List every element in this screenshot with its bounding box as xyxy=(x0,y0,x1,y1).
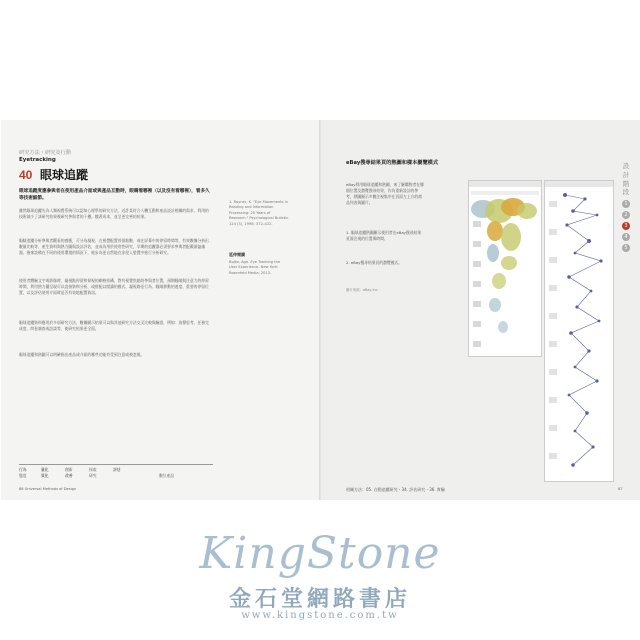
book-spread xyxy=(1,120,640,500)
left-page xyxy=(1,120,321,500)
related-methods: 相關方法：05. 自動追蹤研究・34. 評估研究・36. 實驗 xyxy=(346,487,445,492)
category-improvement: 改善 xyxy=(65,473,73,478)
page-title: 眼球追蹤 xyxy=(40,168,89,182)
category-quantitative: 量化 xyxy=(41,467,49,472)
category-research: 研究 xyxy=(89,473,97,478)
body-paragraph-4: 眼球追蹤資料應用於多項研究方法，數據顯示結果可以與其他研究方法交叉比較與驗證，例如：放聲思考、任務完成度、問卷調查或訪談等，使研究結果更全面。 xyxy=(19,320,209,331)
margin-reference: 1. Rayner, K. "Eye Movements in Reading and Information Processing: 20 Years of Research." Psychological Bulletin 124 (3), 1998: 372–422. xyxy=(229,200,289,226)
phase-step-4: 4 xyxy=(622,233,630,241)
figure-source: 圖片來源：eBay Inc. xyxy=(346,288,379,292)
scanpath-image xyxy=(545,181,613,481)
watermark-brand: KingStone xyxy=(199,528,441,579)
category-evaluation: 評估 xyxy=(113,467,121,472)
figure-heading: eBay搜尋結果頁的熱圖和樣本瀏覽模式 xyxy=(346,160,439,166)
right-page xyxy=(322,120,640,500)
category-innovation: 創新 xyxy=(65,467,73,472)
category-exploration: 探索 xyxy=(89,467,97,472)
category-digital-product: 數位產品 xyxy=(159,473,175,478)
category-attitude: 態度 xyxy=(19,473,27,478)
category-qualitative: 質化 xyxy=(41,473,49,478)
body-paragraph-1: 雖然眼球追蹤先為人類視覺系統可以認知心理學的研究方法，近許某符合人機互動和產品設計相關的需求，利用的技術減少了該研究結果被研究參與者的干擾。隨著成本，並呈更完善的結果。 xyxy=(19,208,209,219)
figure-point-2: 2. eBay搜尋結果頁的瀏覽模式。 xyxy=(346,260,403,265)
category-behavior: 行為 xyxy=(19,467,27,472)
kicker: 研究方法・研究及行動 xyxy=(19,150,71,156)
side-nav-char-3: 階 xyxy=(622,179,630,188)
phase-step-2: 2 xyxy=(622,211,630,219)
scanpath-screenshot xyxy=(544,180,614,482)
phase-step-5: 5 xyxy=(622,244,630,252)
side-nav-char-4: 段 xyxy=(622,188,630,197)
side-nav-char-2: 計 xyxy=(622,170,630,179)
heatmap-image xyxy=(469,181,541,356)
body-paragraph-5: 眼球追蹤和熱圖可以明確指出產品或介面的哪些功能有受到注意或被忽視。 xyxy=(19,352,145,357)
phase-step-3-active: 3 xyxy=(622,222,630,230)
left-page-footer: 86 Universal Methods of Design xyxy=(19,487,77,491)
right-page-number: 87 xyxy=(618,487,623,491)
body-paragraph-2: 眼睛追蹤分析參與者觀看的感應，可分為凝視、在視覺配置停留點數、或在屏幕中的停留時間等，有效數據分析出數量比較等，產生資料與熱力圖與設計評估，並成為用於使用性研究，早期的追蹤器必須要求參與者配戴頭盔儀器，後來設備在不同的使用環境的情況下，進步為更自然地在非侵入裝置中進行分析研究。 xyxy=(19,238,209,255)
method-number: 40 xyxy=(19,168,33,182)
further-reading-heading: 延伸閱讀 xyxy=(229,252,245,257)
further-reading-book: Bojko, Aga. Eye Tracking the User Experience. New York: Rosenfeld Media, 2013. xyxy=(229,260,281,275)
watermark-chinese: 金石堂網路書店 xyxy=(228,586,411,612)
english-title: Eyetracking xyxy=(19,157,56,163)
lead-paragraph: 眼球追蹤度應參與者在使用產品介面或與產品互動時，眼睛看哪裡（以及沒有看哪裡），看多久等技術細節。 xyxy=(19,189,210,201)
figure-point-1: 1. 眼球追蹤熱圖顯示使用者在eBay搜尋結果頁面注視的位置與時間。 xyxy=(346,230,422,241)
body-paragraph-3: 使用者體驗文字或影像時，凝視點停留和掃視的網格結構，對有視覺焦點的參與者位置，預期眼睛與注意力的停留時間，利用熱力圖呈現可以直接資料分析，或搭配以閱讀的模式、凝視路徑行為、眼睛移動的速度、重要的停留位置，以及評估使用介面時是否有效地配置資訊。 xyxy=(19,278,209,295)
figure-description: eBay利用眼球追蹤和熱圖，來了解購物者在哪個位置及瀏覽搜尋結果，作為重新設計的參考，熱圖顯示多數注視集中在頁面左上方的商品列表與圖片。 xyxy=(346,182,424,205)
design-phase-nav xyxy=(621,162,631,252)
side-nav-char-1: 設 xyxy=(622,162,630,170)
heatmap-screenshot xyxy=(468,180,542,357)
watermark-url: www.kingstone.com.tw xyxy=(241,610,399,621)
phase-step-1: 1 xyxy=(622,200,630,208)
method-category-box xyxy=(19,464,213,485)
